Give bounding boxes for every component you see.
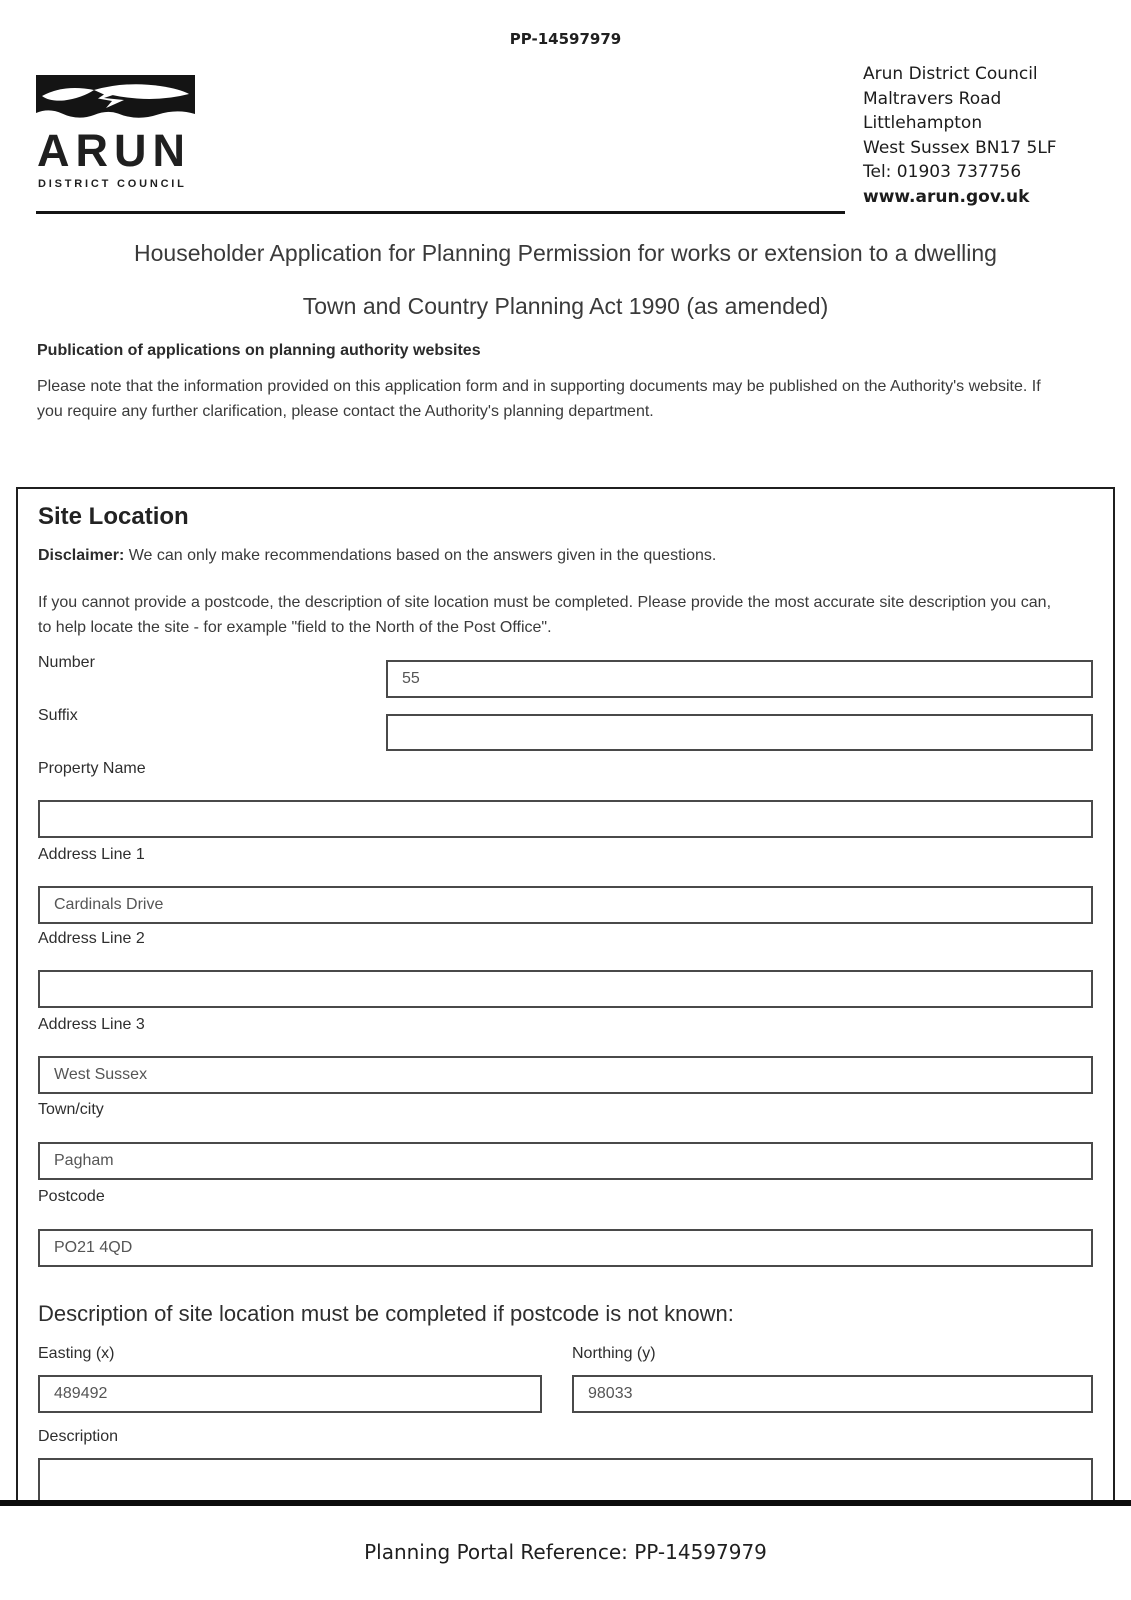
council-website: www.arun.gov.uk: [863, 186, 1030, 207]
disclaimer-text: [38, 547, 716, 565]
disclaimer-body: We can only make recommendations based on the answers given in the questions.: [124, 547, 717, 564]
publication-heading: Publication of applications on planning authority websites: [37, 342, 481, 359]
postcode-input[interactable]: [38, 1229, 1093, 1267]
easting-label: Easting (x): [38, 1345, 115, 1362]
postcode-info-text: If you cannot provide a postcode, the description of site location must be completed. Please provide the most accurate site description you can, to help locate the site - for example "field to the North of the Post Office".: [38, 594, 1052, 636]
description-section-heading: Description of site location must be completed if postcode is not known:: [38, 1301, 734, 1326]
town-city-label: Town/city: [38, 1101, 104, 1118]
property-name-label: Property Name: [38, 760, 146, 777]
number-input[interactable]: [386, 660, 1093, 698]
disclaimer-label: Disclaimer:: [38, 547, 125, 564]
arun-logo-subtitle: DISTRICT COUNCIL: [38, 178, 187, 190]
council-address-block: [863, 62, 1057, 209]
site-location-heading: Site Location: [38, 503, 189, 530]
easting-input[interactable]: [38, 1375, 542, 1413]
address-line: Maltravers Road: [863, 88, 1002, 109]
number-label: Number: [38, 654, 95, 671]
address-phone: Tel: 01903 737756: [863, 162, 1022, 182]
suffix-label: Suffix: [38, 707, 78, 724]
address-line: Littlehampton: [863, 113, 983, 133]
postcode-label: Postcode: [38, 1188, 105, 1205]
address-line-3-label: Address Line 3: [38, 1016, 145, 1033]
arun-logo-name: ARUN: [37, 125, 191, 176]
description-textarea[interactable]: [38, 1458, 1093, 1500]
address-line: Arun District Council: [863, 64, 1038, 84]
page-subtitle: Town and Country Planning Act 1990 (as amended): [302, 293, 829, 319]
address-line: West Sussex BN17 5LF: [863, 137, 1057, 158]
suffix-input[interactable]: [386, 714, 1093, 751]
page-break-divider: [0, 1500, 1131, 1506]
address-line-3-input[interactable]: [38, 1056, 1093, 1094]
property-name-input[interactable]: [38, 800, 1093, 838]
header-divider: [36, 211, 845, 214]
address-line-1-label: Address Line 1: [38, 846, 145, 863]
publication-text: Please note that the information provided on this application form and in supporting documents may be published on the Authority's website. If you require any further clarification, please contact the Authority's planning department.: [37, 378, 1041, 420]
arun-logo: [36, 75, 196, 190]
address-line-2-label: Address Line 2: [38, 930, 145, 947]
northing-label: Northing (y): [572, 1345, 656, 1362]
town-city-input[interactable]: [38, 1142, 1093, 1180]
address-line-1-input[interactable]: [38, 886, 1093, 924]
footer-reference: Planning Portal Reference: PP-14597979: [364, 1540, 767, 1564]
arun-logo-mark: [36, 75, 195, 125]
northing-input[interactable]: [572, 1375, 1093, 1413]
top-reference: PP-14597979: [509, 30, 622, 48]
address-line-2-input[interactable]: [38, 970, 1093, 1008]
page-title: Householder Application for Planning Permission for works or extension to a dwelling: [134, 240, 997, 266]
description-label: Description: [38, 1428, 119, 1445]
